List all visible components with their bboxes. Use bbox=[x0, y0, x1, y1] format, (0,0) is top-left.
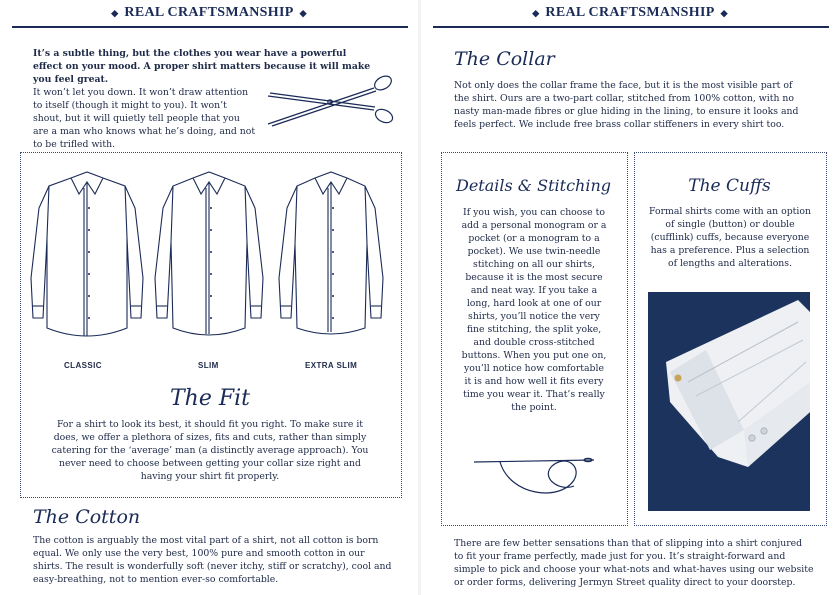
fit-title: The Fit bbox=[170, 386, 250, 411]
cuffs-text: Formal shirts come with an option of single (button) or double (cufflink) cuffs, because everyone has a preference. Plus a selection of lengths and alterations. bbox=[649, 206, 811, 269]
shirt-classic-illustration bbox=[27, 168, 147, 346]
needle-thread-icon bbox=[470, 446, 600, 502]
scissors-icon bbox=[262, 66, 402, 131]
shirt-extra-slim-illustration bbox=[275, 168, 387, 346]
cotton-text: The cotton is arguably the most vital part of a shirt, not all cotton is born equal. We only use the very best, 100% pure and smooth cotton in our shirts. The result is wonderfully soft (never itchy, stiff or scratchy), cool and easy-breathing, not to mention ever-so comfortable. bbox=[33, 535, 392, 585]
details-title: Details & Stitching bbox=[456, 176, 611, 195]
left-header-text: REAL CRAFTSMANSHIP bbox=[124, 5, 294, 20]
diamond-icon: ◆ bbox=[111, 7, 119, 18]
right-header-text: REAL CRAFTSMANSHIP bbox=[545, 5, 715, 20]
collar-text: Not only does the collar frame the face, but it is the most visible part of the shirt. Ours are a two-part collar, stitched from 100% cotton, with no nasty man-made fibres or glue hiding in the lining, to ensure it looks and feels perfect. We include free brass collar stiffeners in every shirt too. bbox=[454, 80, 799, 130]
shirt-slim-illustration bbox=[151, 168, 267, 346]
cuff-photo bbox=[648, 292, 810, 511]
shirt-label-classic: CLASSIC bbox=[64, 361, 102, 370]
right-header-rule bbox=[433, 26, 829, 28]
shirt-label-extra-slim: EXTRA SLIM bbox=[305, 361, 358, 370]
right-page-header bbox=[421, 0, 839, 26]
left-page-header bbox=[0, 0, 418, 26]
cotton-title: The Cotton bbox=[33, 506, 141, 528]
intro-bold: It’s a subtle thing, but the clothes you wear have a powerful effect on your mood. A proper shirt matters because it will make you feel great. bbox=[33, 48, 371, 85]
shirt-label-slim: SLIM bbox=[198, 361, 219, 370]
left-header-rule bbox=[12, 26, 408, 28]
fit-text: For a shirt to look its best, it should fit you right. To make sure it does, we offer a plethora of sizes, fits and cuts, rather than simply catering for the ‘average’ man (a distinctly average approach). You never need to choose between getting your collar size right and having your shirt fit properly. bbox=[51, 419, 369, 482]
diamond-icon: ◆ bbox=[720, 7, 728, 18]
cuffs-title: The Cuffs bbox=[688, 176, 771, 196]
details-text: If you wish, you can choose to add a personal monogram or a pocket (or a monogram to a pocket). We use twin-needle stitching on all our shirts, because it is the most secure and neat way. If you take a long, hard look at one of our shirts, you’ll notice the very fine stitching, the split yoke, and double cross-stitched buttons. When you put one on, you’ll notice how comfortable it is and how well it fits every time you wear it. That’s really the point. bbox=[461, 207, 607, 413]
collar-title: The Collar bbox=[454, 48, 555, 70]
closing-text: There are few better sensations than that of slipping into a shirt conjured to fit your frame perfectly, made just for you. It’s straight-forward and simple to pick and choose your what-nots and what-haves using our website or order forms, delivering Jermyn Street quality direct to your doorstep. bbox=[454, 538, 814, 588]
diamond-icon: ◆ bbox=[532, 7, 540, 18]
intro-rest: It won’t let you down. It won’t draw attention to itself (though it might to you). It won’t shout, but it will quietly tell people that you are a man who knows what he’s doing, and not to be trifled with. bbox=[33, 87, 256, 150]
diamond-icon: ◆ bbox=[299, 7, 307, 18]
page-gutter bbox=[418, 0, 421, 595]
